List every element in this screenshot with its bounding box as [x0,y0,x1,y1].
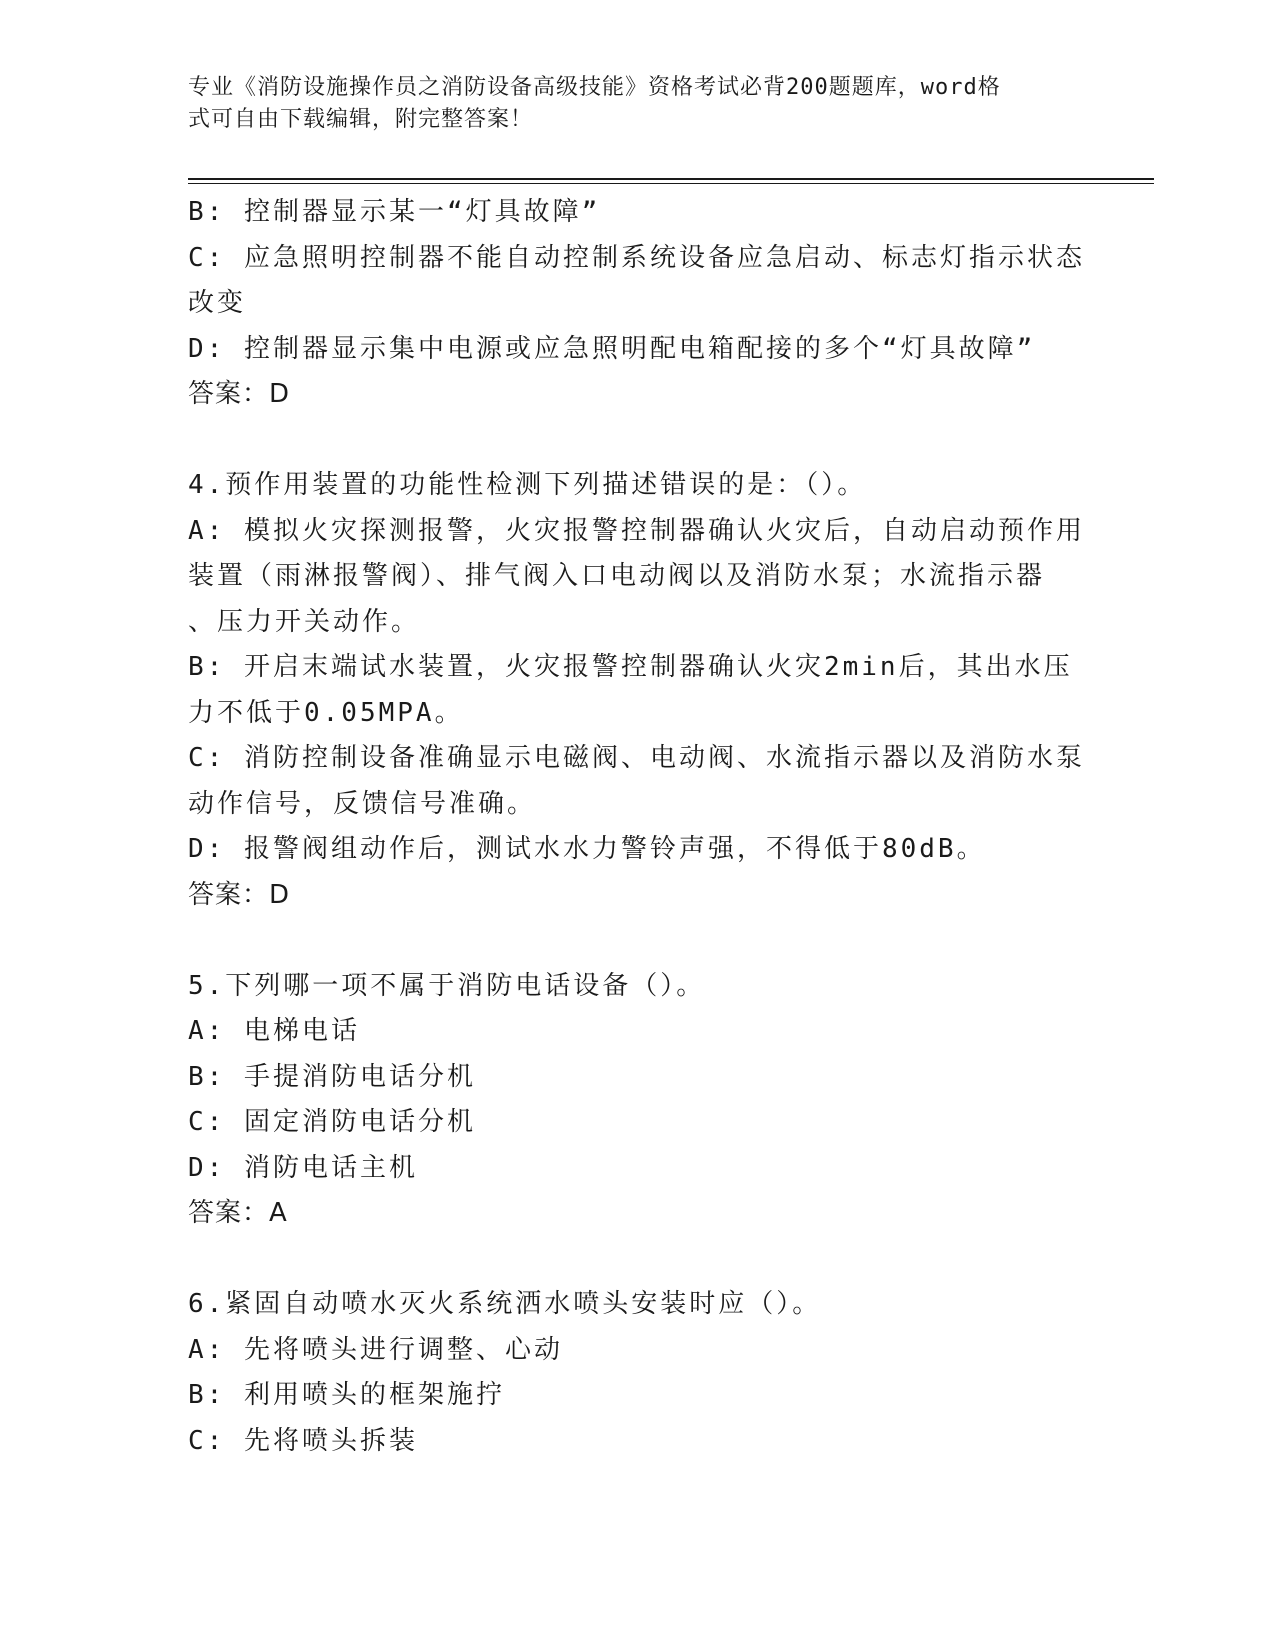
q4-answer: 答案：D [188,879,291,910]
q5-question: 5.下列哪一项不属于消防电话设备（）。 [188,970,706,1001]
question-6 [188,1282,1088,1464]
question-5 [188,964,1088,1237]
q5-option-b: B: 手提消防电话分机 [188,1061,476,1092]
q3-option-c-line-1: C: 应急照明控制器不能自动控制系统设备应急启动、标志灯指示状态 [188,242,1085,273]
q4-option-d: D: 报警阀组动作后，测试水水力警铃声强，不得低于80dB。 [188,834,986,864]
q4-option-a-line-2: 装置（雨淋报警阀）、排气阀入口电动阀以及消防水泵；水流指示器 [188,561,1046,591]
document-body [188,190,1088,1464]
q3-answer: 答案：D [188,379,291,409]
q4-option-b-line-1: B: 开启末端试水装置，火灾报警控制器确认火灾2min后，其出水压 [188,652,1073,682]
question-4 [188,463,1088,918]
q6-option-b: B: 利用喷头的框架施拧 [188,1380,505,1410]
spacer [188,418,1088,464]
header-title-line-2: 式可自由下载编辑，附完整答案！ [188,107,534,132]
document-header [188,72,1068,136]
q6-option-a: A: 先将喷头进行调整、心动 [188,1334,563,1365]
q5-option-d: D: 消防电话主机 [188,1152,418,1183]
q4-option-c-line-2: 动作信号，反馈信号准确。 [188,788,537,819]
q3-option-c-line-2: 改变 [188,288,247,318]
q4-option-b-line-2: 力不低于0.05MPA。 [188,697,464,728]
q4-option-c-line-1: C: 消防控制设备准确显示电磁阀、电动阀、水流指示器以及消防水泵 [188,743,1085,773]
q5-answer: 答案：A [188,1198,288,1228]
q4-option-a-line-1: A: 模拟火灾探测报警，火灾报警控制器确认火灾后，自动启动预作用 [188,515,1085,546]
q5-option-a: A: 电梯电话 [188,1016,360,1046]
spacer [188,918,1088,964]
header-title-line-1: 专业《消防设施操作员之消防设备高级技能》资格考试必背200题题库，word格 [188,75,1001,100]
q6-question: 6.紧固自动喷水灭火系统洒水喷头安装时应（）。 [188,1289,822,1319]
q3-option-d: D: 控制器显示集中电源或应急照明配电箱配接的多个“灯具故障” [188,333,1036,364]
q6-option-c: C: 先将喷头拆装 [188,1425,418,1456]
q4-option-a-line-3: 、压力开关动作。 [188,606,421,637]
q4-question: 4.预作用装置的功能性检测下列描述错误的是：（）。 [188,470,867,500]
spacer [188,1237,1088,1283]
header-divider-thick [188,178,1154,180]
question-3-tail [188,190,1088,418]
q3-option-b: B: 控制器显示某一“灯具故障” [188,197,601,227]
q5-option-c: C: 固定消防电话分机 [188,1107,476,1137]
header-divider-thin [188,183,1154,184]
